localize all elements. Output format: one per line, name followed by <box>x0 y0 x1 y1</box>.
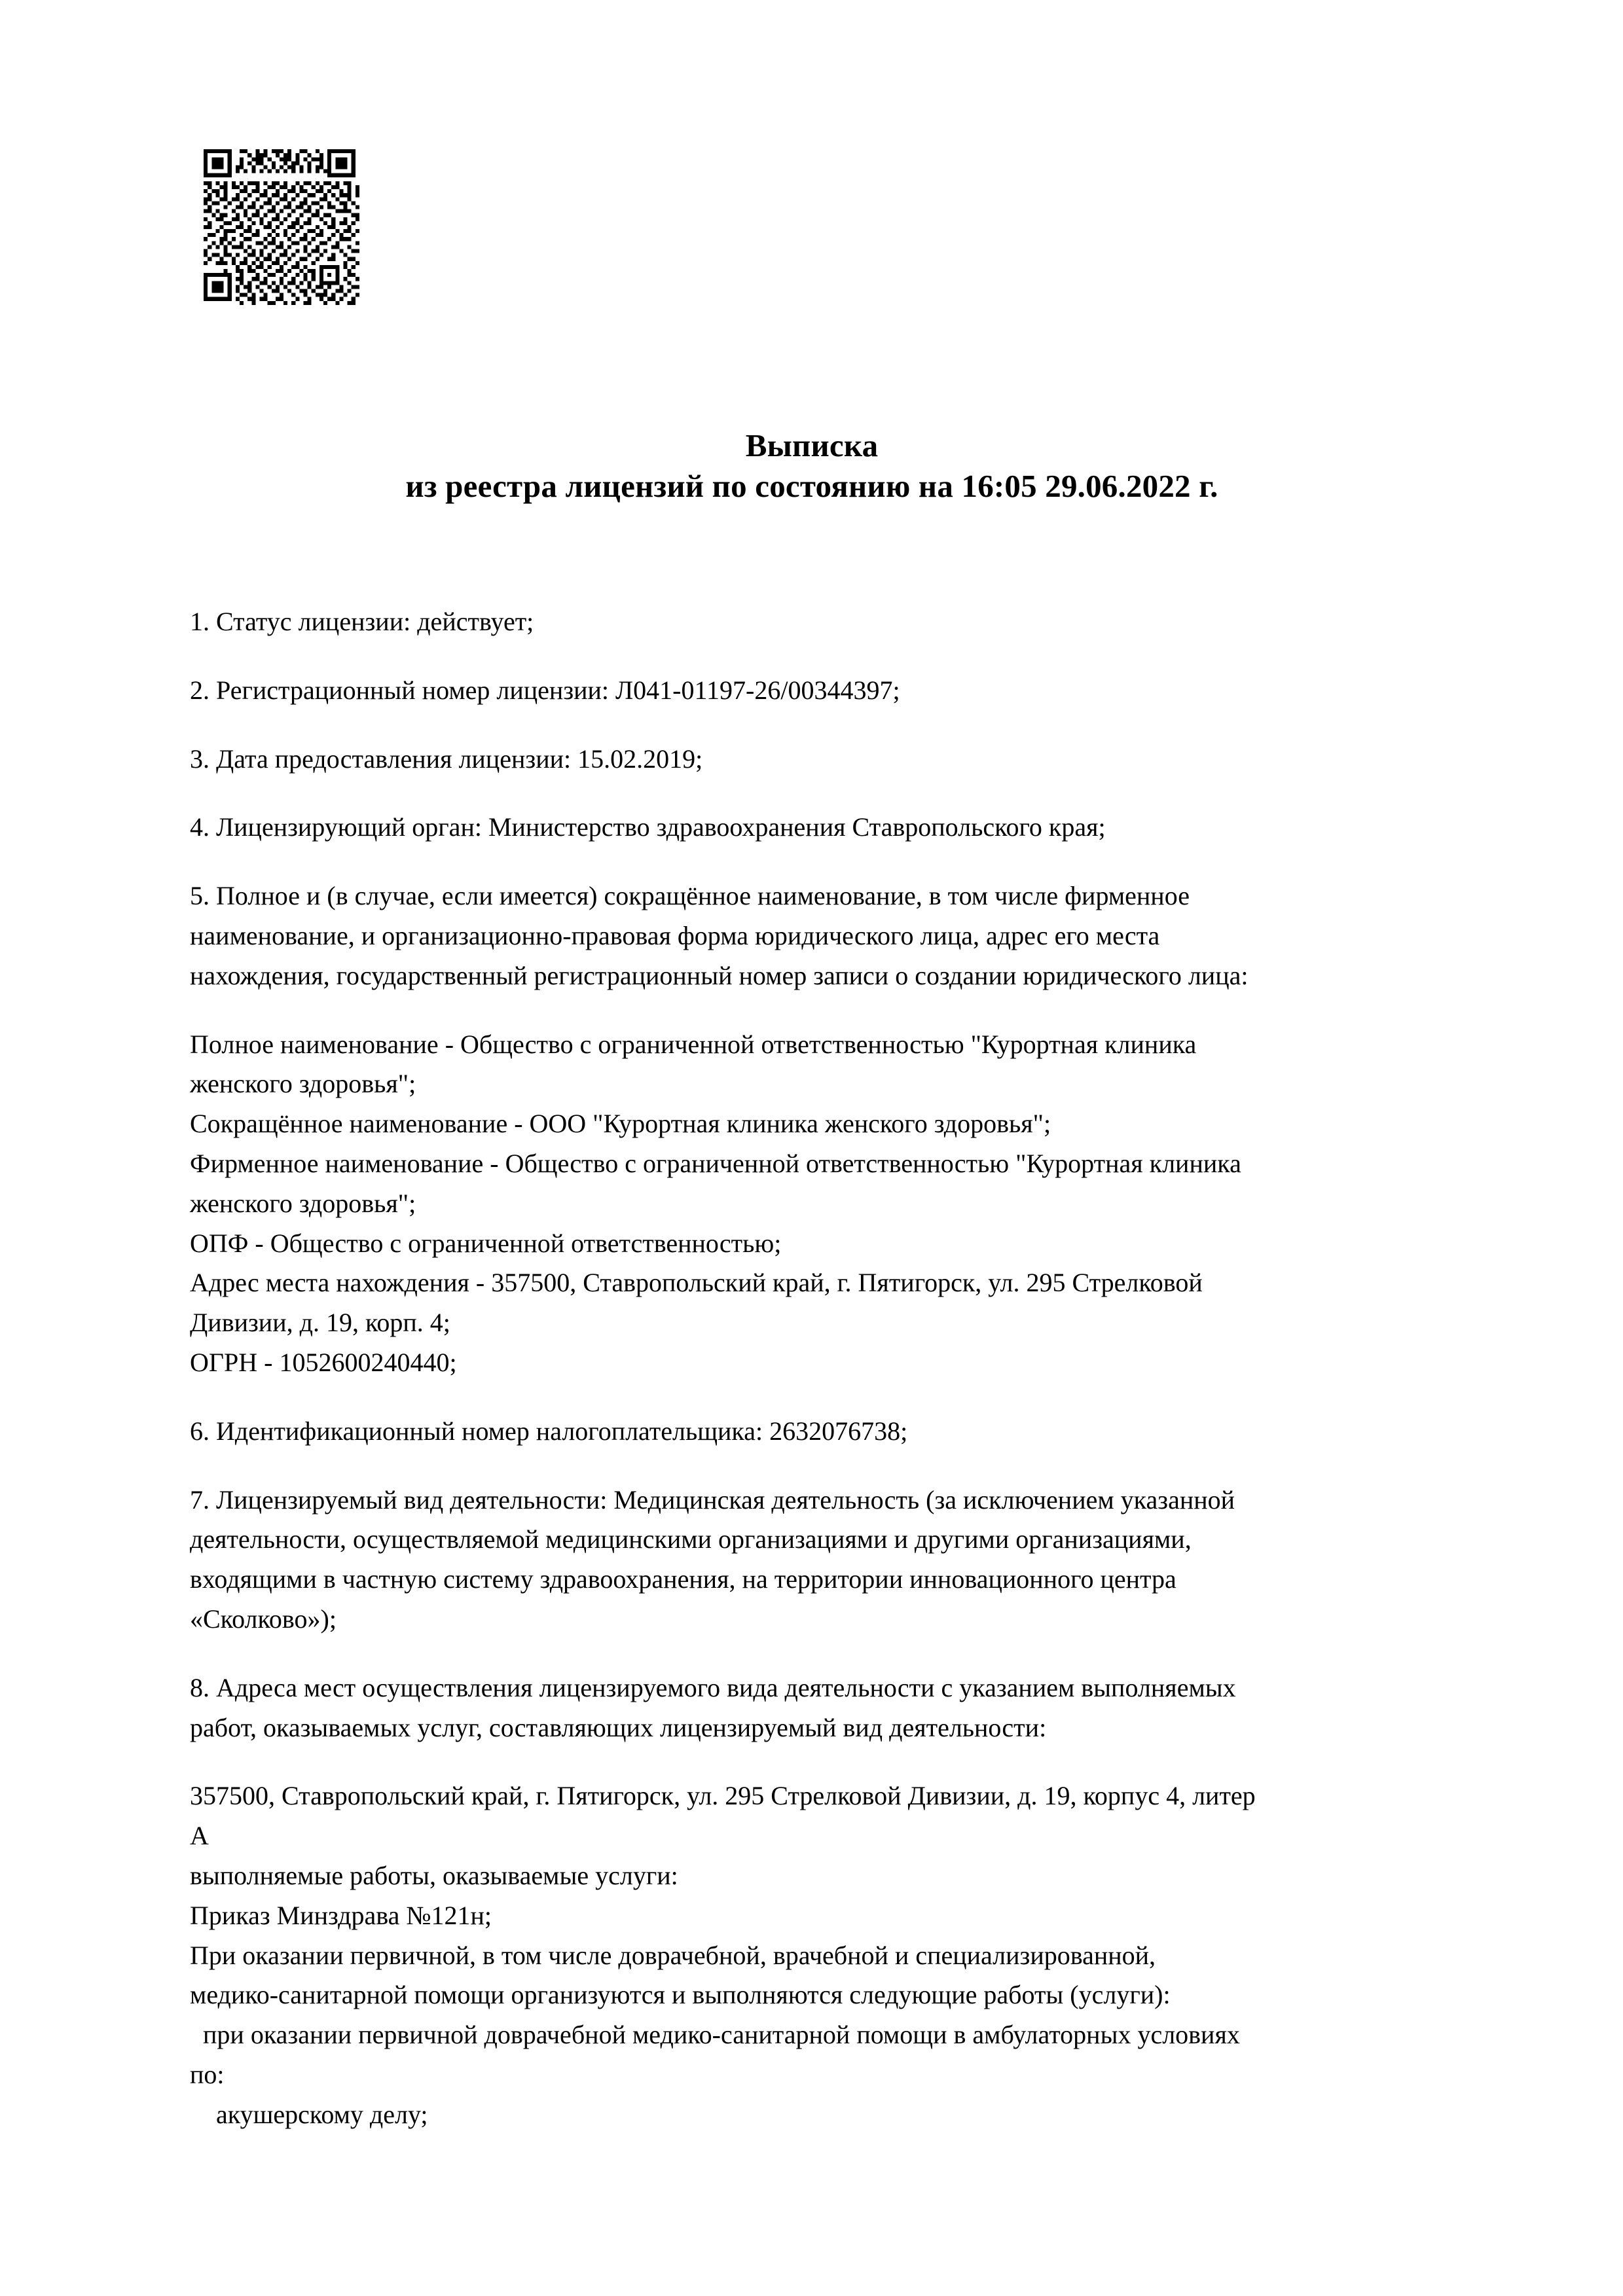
text-line: 6. Идентификационный номер налогоплательщика: 2632076738; <box>190 1416 908 1446</box>
page-title <box>190 425 1434 506</box>
text-line: 8. Адреса мест осуществления лицензируемого вида деятельности с указанием выполняемых <box>190 1672 1236 1702</box>
item-7-activity-type <box>190 1480 1453 1640</box>
text-line: акушерскому делу; <box>190 2099 428 2129</box>
text-line: наименование, и организационно-правовая форма юридического лица, адрес его места <box>190 920 1160 950</box>
text-line: А <box>190 1821 209 1851</box>
title-line-2: из реестра лицензий по состоянию на 16:05 29.06.2022 г. <box>405 467 1218 504</box>
item-8-address-block <box>190 1776 1453 2134</box>
text-line: 2. Регистрационный номер лицензии: Л041-01197-26/00344397; <box>190 675 900 705</box>
title-line-1: Выписка <box>745 427 879 463</box>
text-line: Приказ Минздрава №121н; <box>190 1900 492 1930</box>
item-5-entity-names <box>190 876 1453 996</box>
text-line: 5. Полное и (в случае, если имеется) сокращённое наименование, в том числе фирменное <box>190 881 1190 911</box>
text-line: при оказании первичной доврачебной медико-санитарной помощи в амбулаторных условиях <box>190 2020 1240 2050</box>
text-line: женского здоровья"; <box>190 1188 416 1218</box>
text-line: деятельности, осуществляемой медицинскими организациями и другими организациями, <box>190 1524 1192 1554</box>
text-line: Полное наименование - Общество с ограниченной ответственностью "Курортная клиника <box>190 1029 1197 1059</box>
text-line: Дивизии, д. 19, корп. 4; <box>190 1308 450 1338</box>
text-line: Сокращённое наименование - ООО "Курортная клиника женского здоровья"; <box>190 1109 1051 1139</box>
text-line: «Сколково»); <box>190 1604 337 1634</box>
document-body <box>190 602 1453 2135</box>
text-line: ОПФ - Общество с ограниченной ответственностью; <box>190 1228 782 1258</box>
qr-code[interactable] <box>200 145 363 309</box>
item-8-activity-addresses <box>190 1668 1453 1748</box>
text-line: 357500, Ставропольский край, г. Пятигорск, ул. 295 Стрелковой Дивизии, д. 19, корпус 4, литер <box>190 1781 1256 1811</box>
text-line: выполняемые работы, оказываемые услуги: <box>190 1860 678 1890</box>
item-2-registration-number <box>190 671 1453 711</box>
text-line: по: <box>190 2059 225 2089</box>
text-line: Адрес места нахождения - 357500, Ставропольский край, г. Пятигорск, ул. 295 Стрелковой <box>190 1268 1203 1298</box>
text-line: входящими в частную систему здравоохранения, на территории инновационного центра <box>190 1564 1176 1594</box>
text-line: 7. Лицензируемый вид деятельности: Медицинская деятельность (за исключением указанной <box>190 1484 1235 1515</box>
item-4-licensing-authority <box>190 808 1453 848</box>
text-line: Фирменное наименование - Общество с ограниченной ответственностью "Курортная клиника <box>190 1148 1241 1178</box>
qr-code-image <box>200 145 363 309</box>
item-6-inn <box>190 1412 1453 1452</box>
text-line: женского здоровья"; <box>190 1069 416 1099</box>
item-1-status <box>190 602 1453 642</box>
text-line: 3. Дата предоставления лицензии: 15.02.2019; <box>190 744 703 774</box>
text-line: 4. Лицензирующий орган: Министерство здравоохранения Ставропольского края; <box>190 812 1106 842</box>
text-line: При оказании первичной, в том числе доврачебной, врачебной и специализированной, <box>190 1940 1156 1970</box>
item-5-entity-details <box>190 1025 1453 1383</box>
text-line: нахождения, государственный регистрационный номер записи о создании юридического лица: <box>190 960 1249 990</box>
text-line: ОГРН - 1052600240440; <box>190 1347 457 1377</box>
text-line: медико-санитарной помощи организуются и выполняются следующие работы (услуги): <box>190 1980 1171 2010</box>
text-line: работ, оказываемых услуг, составляющих лицензируемый вид деятельности: <box>190 1712 1047 1742</box>
text-line: 1. Статус лицензии: действует; <box>190 607 534 636</box>
item-3-issue-date <box>190 740 1453 780</box>
